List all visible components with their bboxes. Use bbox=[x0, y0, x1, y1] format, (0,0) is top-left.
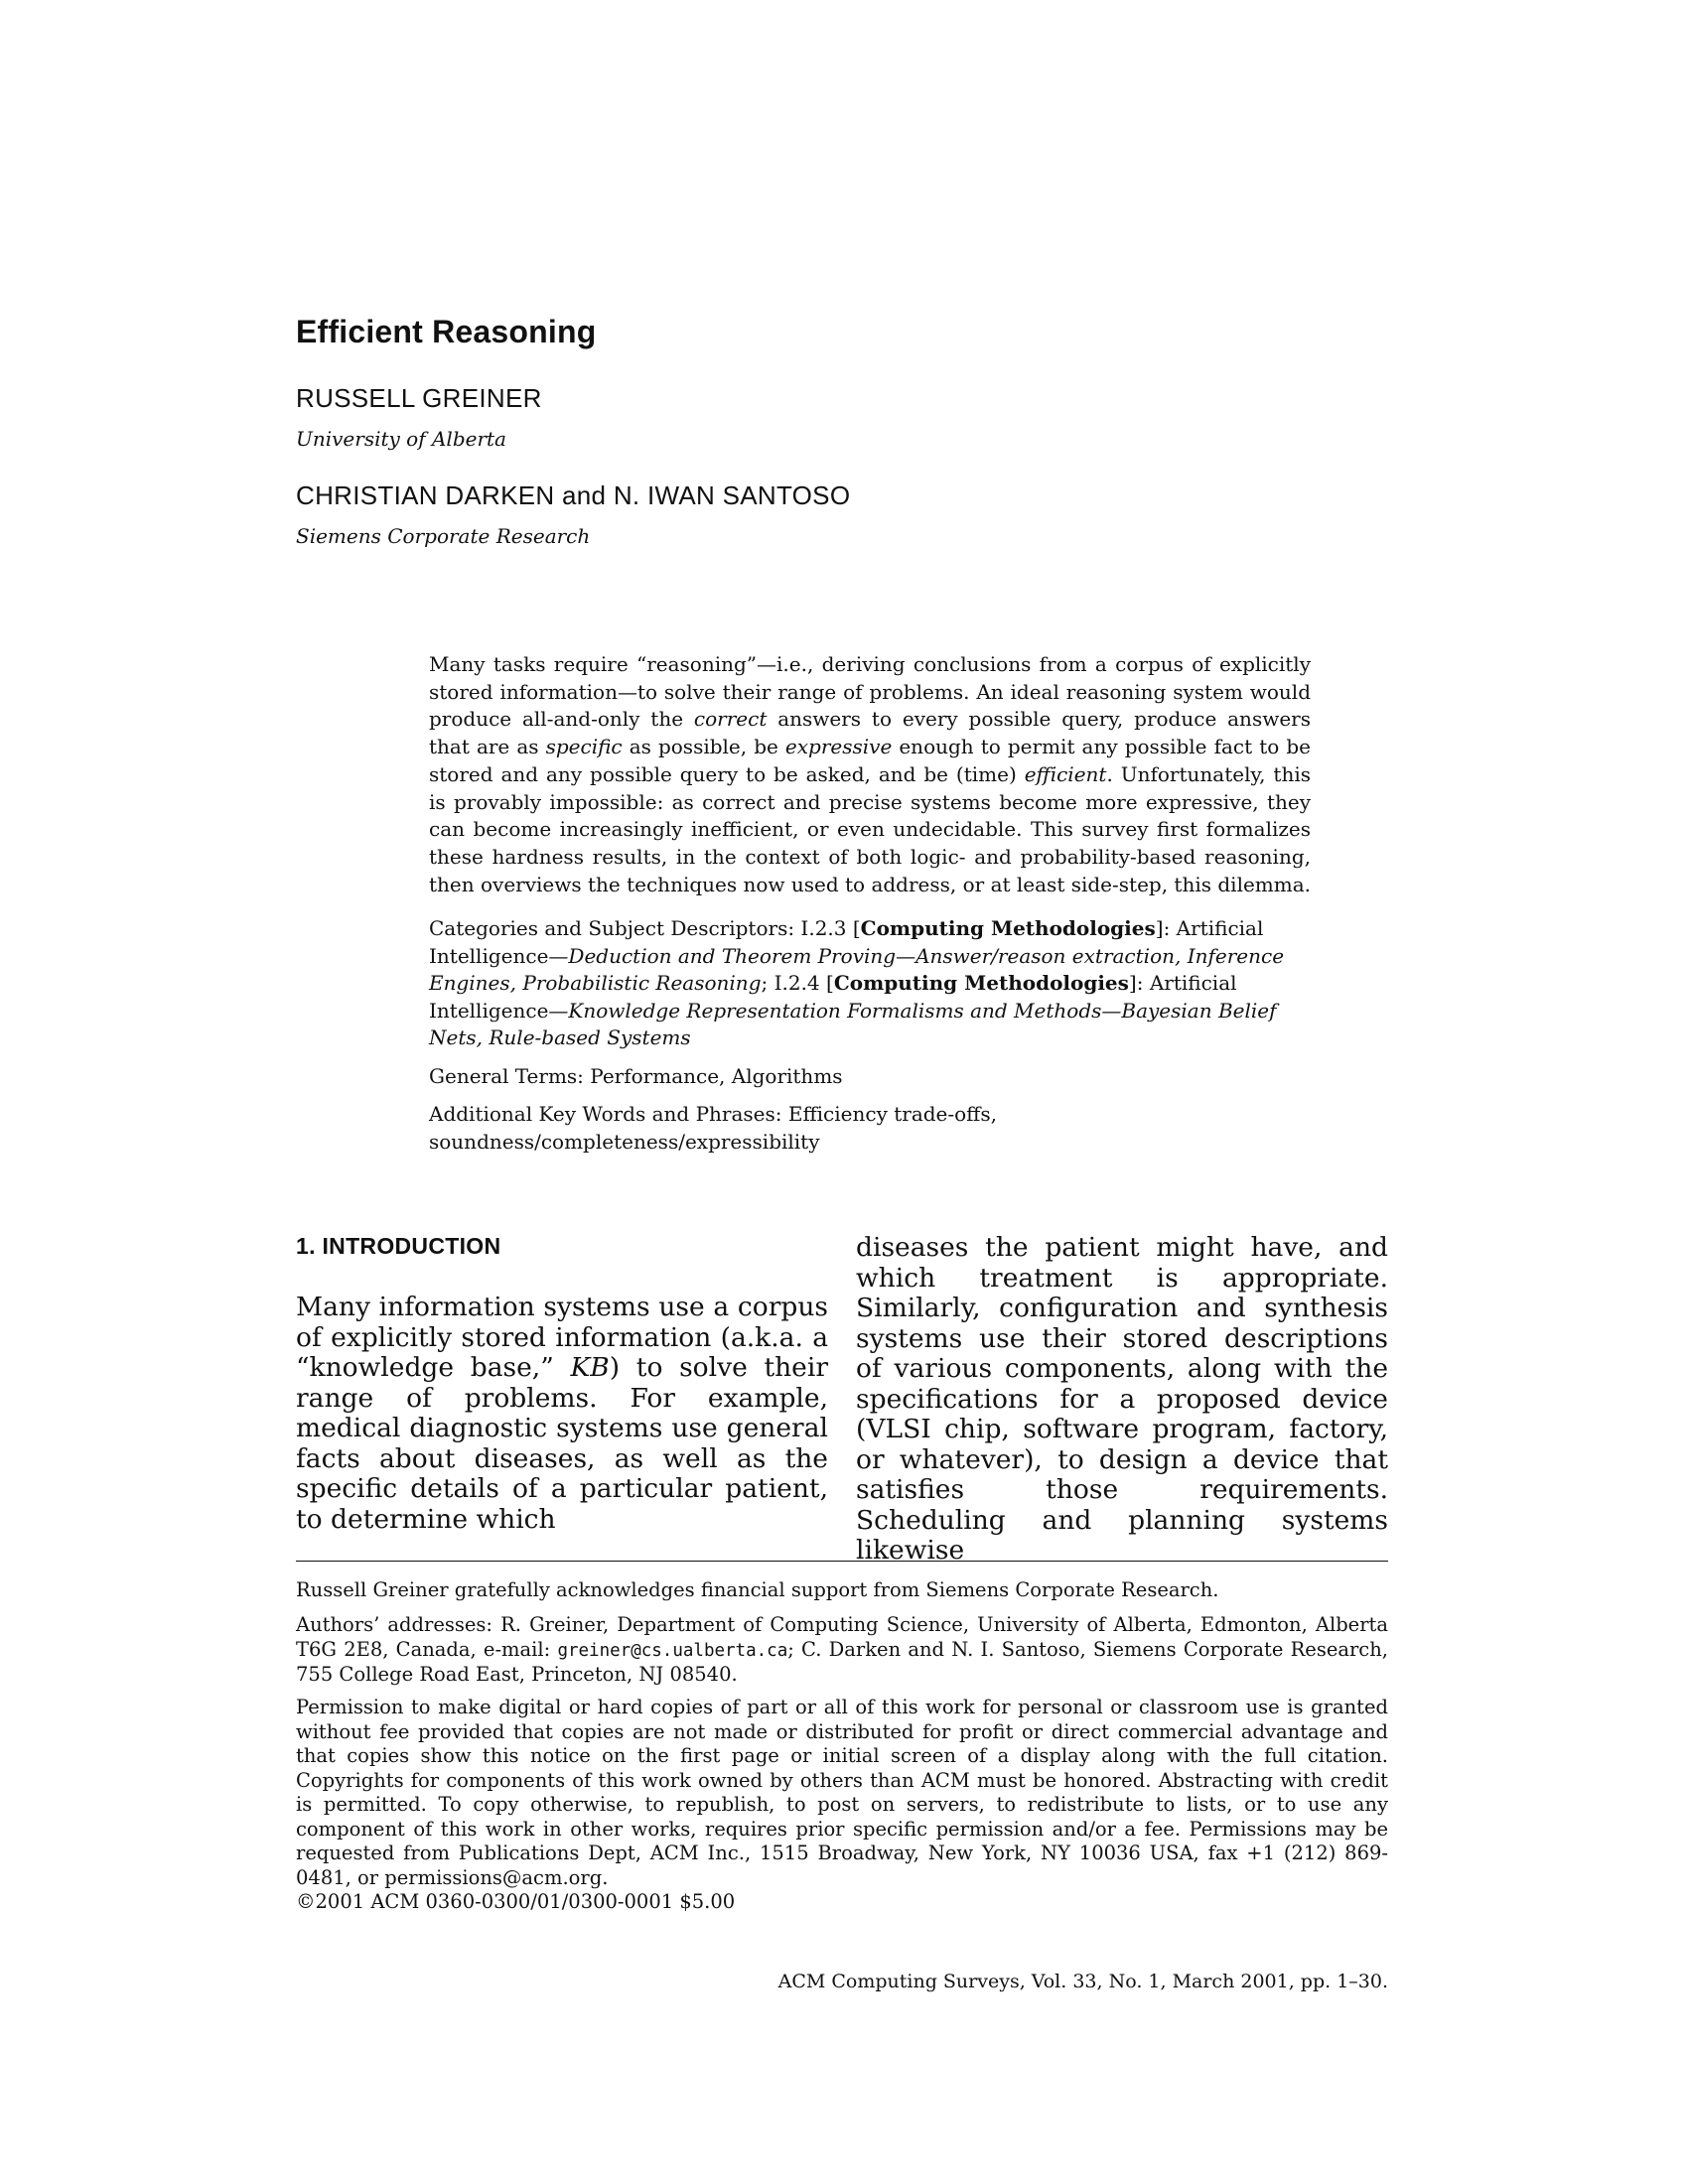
authors-addresses: Authors’ addresses: R. Greiner, Department of Computing Science, University of Alberta, Edmonton, Alberta T6G 2E8, Canada, e-mail: greiner@cs.ualberta.ca; C. Darken and N. I. Santoso, Siemens Corporate Research, 755 College Road East, Princeton, NJ 08540. bbox=[296, 1613, 1388, 1686]
author-affiliation: Siemens Corporate Research bbox=[296, 524, 591, 548]
copyright-line: ©2001 ACM 0360-0300/01/0300-0001 $5.00 bbox=[296, 1890, 736, 1913]
abstract bbox=[429, 651, 1311, 898]
general-terms: General Terms: Performance, Algorithms bbox=[429, 1064, 843, 1088]
permission-notice: Permission to make digital or hard copies of part or all of this work for personal or classroom use is granted without fee provided that copies are not made or distributed for profit or direct commercial advantage and that copies show this notice on the first page or initial screen of a display along with the full citation. Copyrights for components of this work owned by others than ACM must be honored. Abstracting with credit is permitted. To copy otherwise, to republish, to post on servers, to redistribute to lists, or to use any component of this work in other works, requires prior specific permission and/or a fee. Permissions may be requested from Publications Dept, ACM Inc., 1515 Broadway, New York, NY 10036 USA, fax +1 (212) 869-0481, or permissions@acm.org. ©2001 ACM 0360-0300/01/0300-0001 $5.00 bbox=[296, 1696, 1388, 1913]
email-text: greiner@cs.ualberta.ca bbox=[557, 1640, 788, 1661]
author-name: RUSSELL GREINER bbox=[296, 383, 542, 413]
intro-column-left: Many information systems use a corpus of explicitly stored information (a.k.a. a “knowledge base,” KB) to solve their range of problems. For example, medical diagnostic systems use general facts about diseases, as well as the specific details of a particular patient, to determine which bbox=[296, 1292, 828, 1535]
footnote-divider bbox=[296, 1561, 1388, 1562]
acknowledgement: Russell Greiner gratefully acknowledges financial support from Siemens Corporate Research. bbox=[296, 1578, 1219, 1601]
author-affiliation: University of Alberta bbox=[296, 427, 506, 451]
intro-column-right: diseases the patient might have, and which treatment is appropriate. Similarly, configuration and synthesis systems use their stored descriptions of various components, along with the specifications for a proposed device (VLSI chip, software program, factory, or whatever), to design a device that satisfies those requirements. Scheduling and planning systems likewise bbox=[856, 1232, 1388, 1566]
subject-descriptors: Categories and Subject Descriptors: I.2.3 [Computing Methodologies]: Artificial Intelligence—Deduction and Theorem Proving—Answer/reason extraction, Inference Engines, Probabilistic Reasoning; I.2.4 [Computing Methodologies]: Artificial Intelligence—Knowledge Representation Formalisms and Methods—Bayesian Belief Nets, Rule-based Systems bbox=[429, 916, 1285, 1049]
keywords: Additional Key Words and Phrases: Efficiency trade-offs, soundness/completeness/expressibility bbox=[429, 1102, 998, 1154]
abstract-paragraph: Many tasks require “reasoning”—i.e., deriving conclusions from a corpus of explicitly stored information—to solve their range of problems. An ideal reasoning system would produce all-and-only the correct answers to every possible query, produce answers that are as specific as possible, be expressive enough to permit any possible fact to be stored and any possible query to be asked, and be (time) efficient. Unfortunately, this is provably impossible: as correct and precise systems become more expressive, they can become increasingly inefficient, or even undecidable. This survey first formalizes these hardness results, in the context of both logic- and probability-based reasoning, then overviews the techniques now used to address, or at least side-step, this dilemma. bbox=[429, 652, 1312, 896]
author-name: CHRISTIAN DARKEN and N. IWAN SANTOSO bbox=[296, 480, 851, 510]
running-footer: ACM Computing Surveys, Vol. 33, No. 1, March 2001, pp. 1–30. bbox=[777, 1971, 1388, 1992]
paper-title: Efficient Reasoning bbox=[296, 314, 597, 349]
section-heading: 1. INTRODUCTION bbox=[296, 1233, 501, 1259]
